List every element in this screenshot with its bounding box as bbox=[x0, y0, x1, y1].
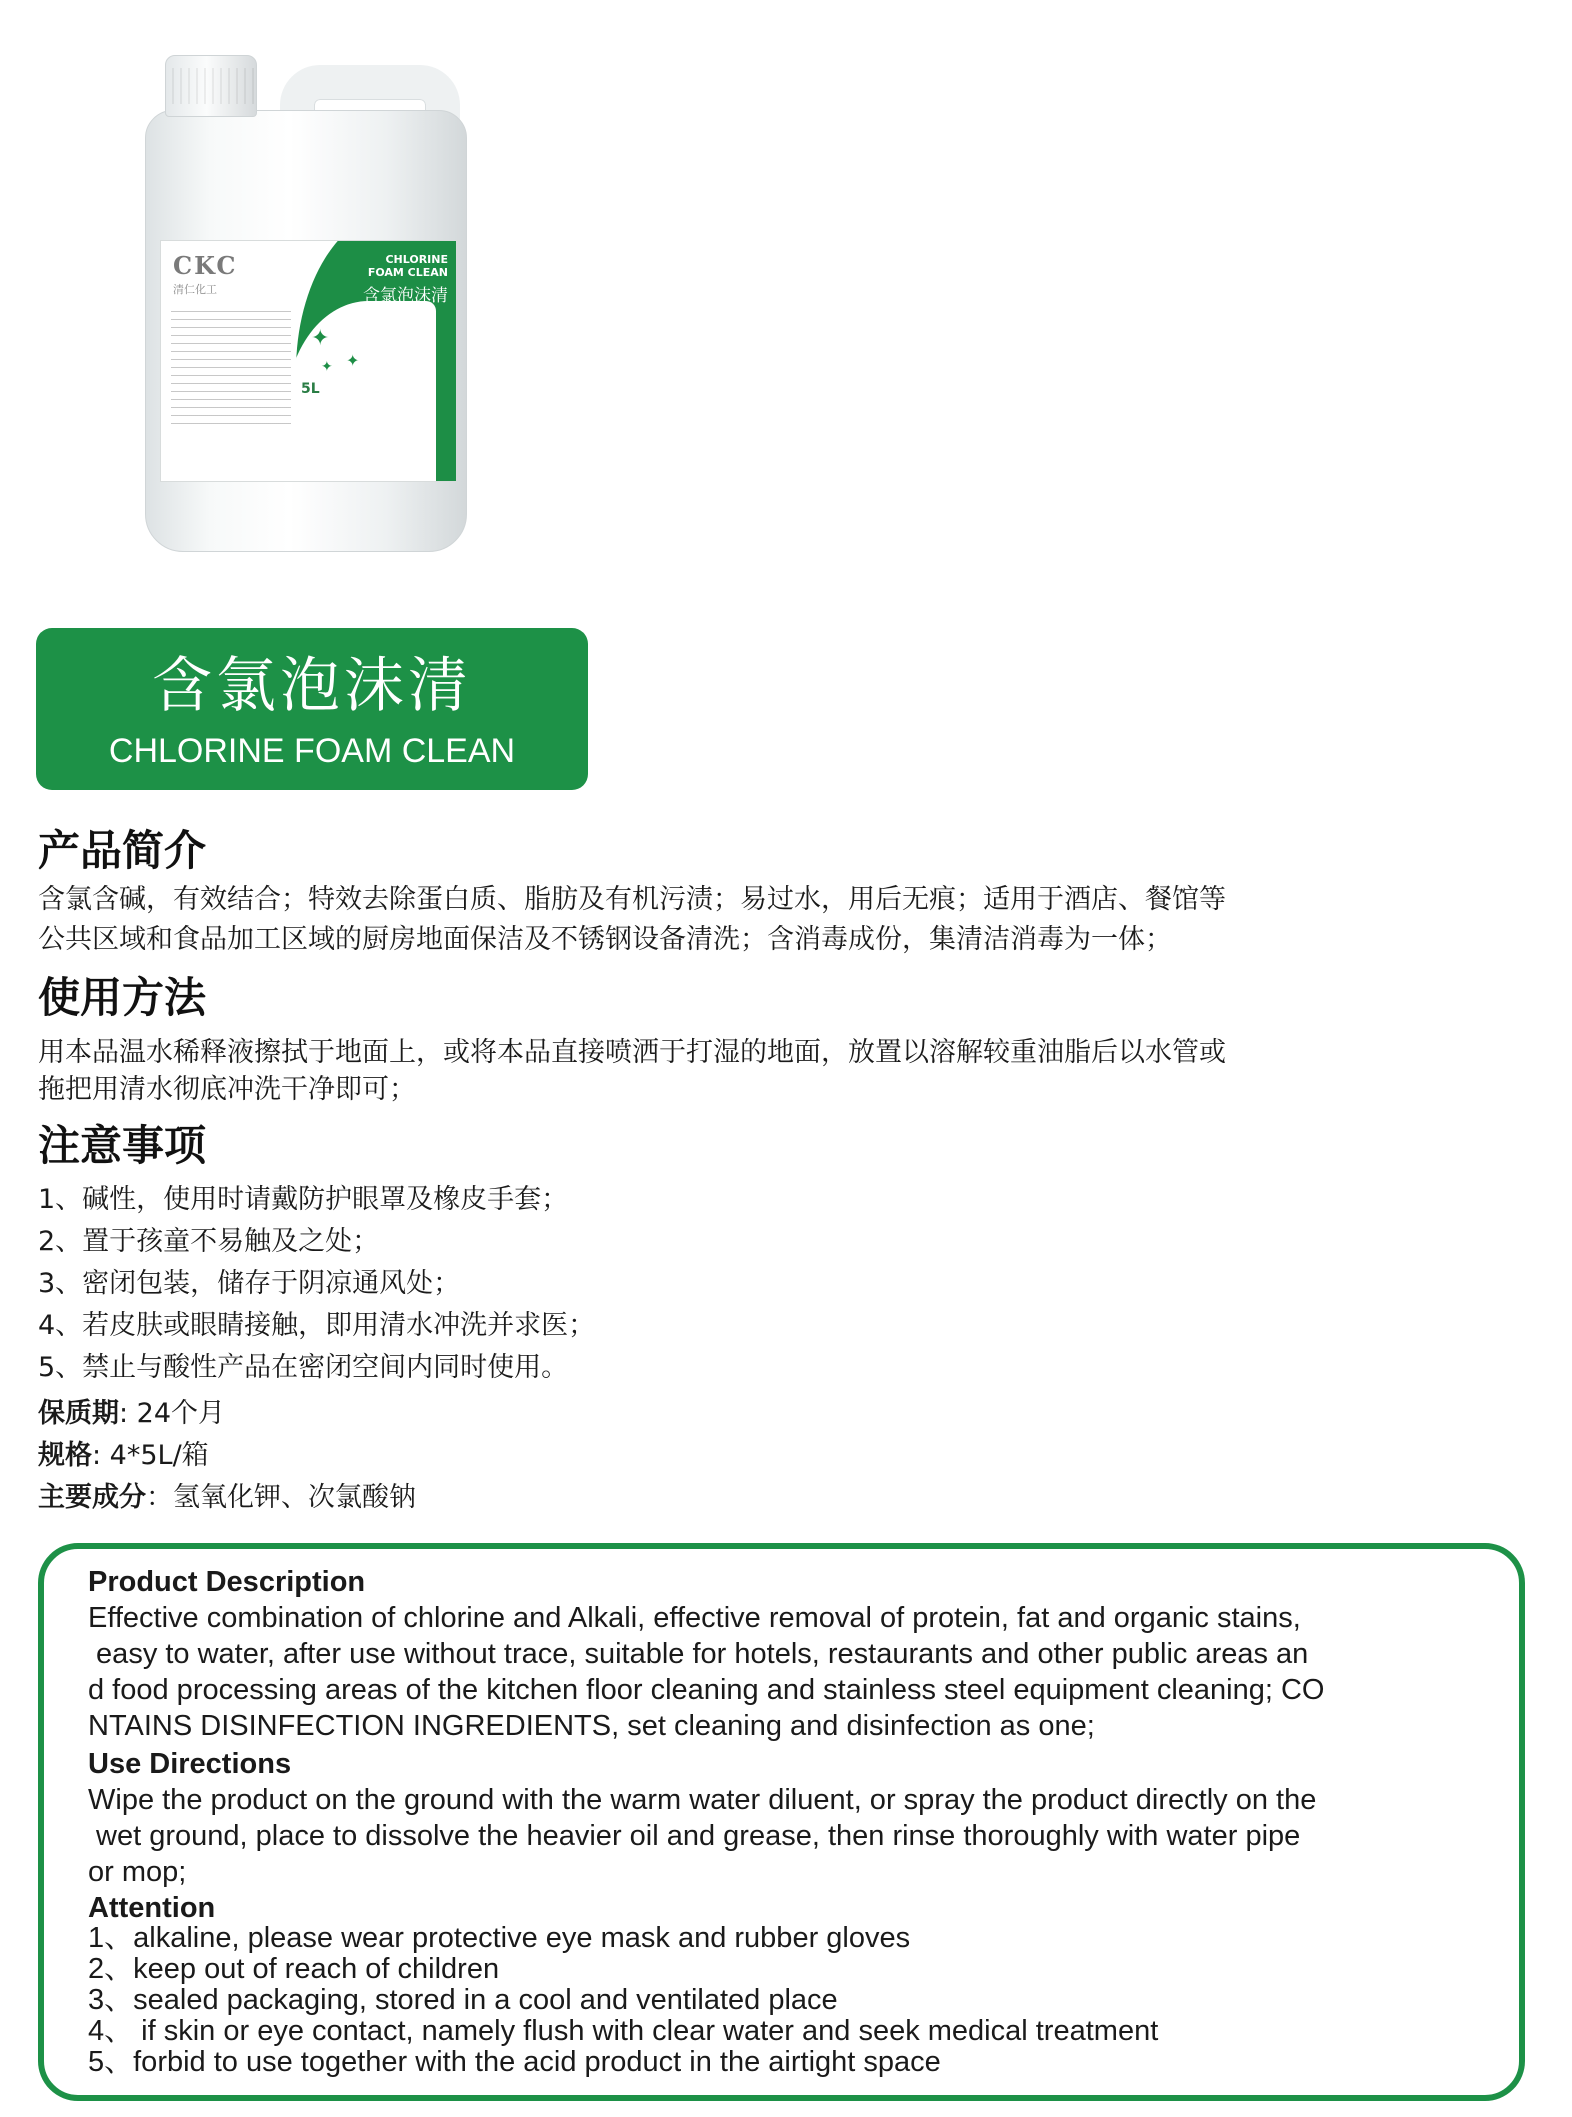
main-ingredients bbox=[38, 1478, 416, 1518]
product-bottle-image bbox=[130, 55, 480, 555]
label-brand-sub: 清仁化工 bbox=[173, 283, 217, 296]
label-size: 5L bbox=[301, 381, 320, 397]
product-title-cn: 含氯泡沫清 bbox=[152, 651, 472, 721]
en-use-heading: Use Directions bbox=[88, 1748, 292, 1780]
label-brand-logo: CKC bbox=[173, 251, 238, 280]
package-spec-value: : 4*5L/箱 bbox=[92, 1440, 209, 1471]
cn-note-item: 3、密闭包装，储存于阴凉通风处； bbox=[38, 1268, 461, 1299]
cn-notes-heading: 注意事项 bbox=[38, 1121, 207, 1170]
main-ingredients-label: 主要成分 bbox=[38, 1482, 146, 1513]
cn-intro-heading: 产品简介 bbox=[38, 826, 207, 875]
cn-usage-line: 用本品温水稀释液擦拭于地面上，或将本品直接喷洒于打湿的地面，放置以溶解较重油脂后以水管或 bbox=[38, 1037, 1226, 1068]
en-desc-line: d food processing areas of the kitchen floor cleaning and stainless steel equipment cleaning; CO bbox=[88, 1674, 1325, 1706]
main-ingredients-value: ：氢氧化钾、次氯酸钠 bbox=[146, 1482, 416, 1513]
en-attention-item: 3、sealed packaging, stored in a cool and ventilated place bbox=[88, 1984, 838, 2016]
package-spec bbox=[38, 1436, 209, 1476]
en-desc-line: NTAINS DISINFECTION INGREDIENTS, set cleaning and disinfection as one; bbox=[88, 1710, 1095, 1742]
label-product-cn: 含氯泡沫清 bbox=[363, 286, 448, 306]
bottle-cap bbox=[165, 55, 257, 117]
product-title-en: CHLORINE FOAM CLEAN bbox=[108, 732, 516, 770]
en-attention-item: 1、alkaline, please wear protective eye mask and rubber gloves bbox=[88, 1922, 911, 1954]
shelf-life-label: 保质期 bbox=[38, 1398, 119, 1429]
title-banner bbox=[36, 628, 588, 790]
cn-usage-heading: 使用方法 bbox=[38, 973, 207, 1022]
sparkle-icon: ✦ bbox=[321, 359, 333, 375]
cn-note-item: 1、碱性，使用时请戴防护眼罩及橡皮手套； bbox=[38, 1184, 569, 1215]
en-desc-line: Effective combination of chlorine and Alkali, effective removal of protein, fat and organic stains, bbox=[88, 1602, 1301, 1634]
cn-intro-line: 公共区域和食品加工区域的厨房地面保洁及不锈钢设备清洗；含消毒成份，集清洁消毒为一体； bbox=[38, 924, 1172, 955]
cn-note-item: 4、若皮肤或眼睛接触，即用清水冲洗并求医； bbox=[38, 1310, 596, 1341]
cn-usage-line: 拖把用清水彻底冲洗干净即可； bbox=[38, 1074, 416, 1105]
cn-note-item: 2、置于孩童不易触及之处； bbox=[38, 1226, 380, 1257]
cn-note-item: 5、禁止与酸性产品在密闭空间内同时使用。 bbox=[38, 1352, 569, 1383]
en-attention-item: 5、forbid to use together with the acid product in the airtight space bbox=[88, 2046, 941, 2078]
en-attention-item: 4、 if skin or eye contact, namely flush with clear water and seek medical treatment bbox=[88, 2015, 1159, 2047]
english-description-box bbox=[38, 1543, 1525, 2101]
en-desc-line: easy to water, after use without trace, suitable for hotels, restaurants and other public areas an bbox=[88, 1638, 1309, 1670]
bottle-label bbox=[160, 240, 457, 482]
cn-intro-line: 含氯含碱，有效结合；特效去除蛋白质、脂肪及有机污渍；易过水，用后无痕；适用于酒店、餐馆等 bbox=[38, 884, 1226, 915]
en-use-line: wet ground, place to dissolve the heavier oil and grease, then rinse thoroughly with water pipe bbox=[88, 1820, 1301, 1852]
label-product-en: CHLORINE FOAM CLEAN bbox=[367, 253, 448, 279]
en-use-line: or mop; bbox=[88, 1856, 187, 1888]
en-desc-heading: Product Description bbox=[88, 1566, 366, 1598]
shelf-life-value: : 24个月 bbox=[119, 1398, 226, 1429]
sparkle-icon: ✦ bbox=[311, 326, 330, 351]
sparkle-icon: ✦ bbox=[346, 351, 360, 370]
label-small-print bbox=[171, 311, 291, 431]
en-attention-item: 2、keep out of reach of children bbox=[88, 1953, 500, 1985]
en-attention-heading: Attention bbox=[88, 1892, 216, 1924]
en-use-line: Wipe the product on the ground with the warm water diluent, or spray the product directly on the bbox=[88, 1784, 1317, 1816]
package-spec-label: 规格 bbox=[38, 1440, 92, 1471]
shelf-life bbox=[38, 1394, 225, 1434]
